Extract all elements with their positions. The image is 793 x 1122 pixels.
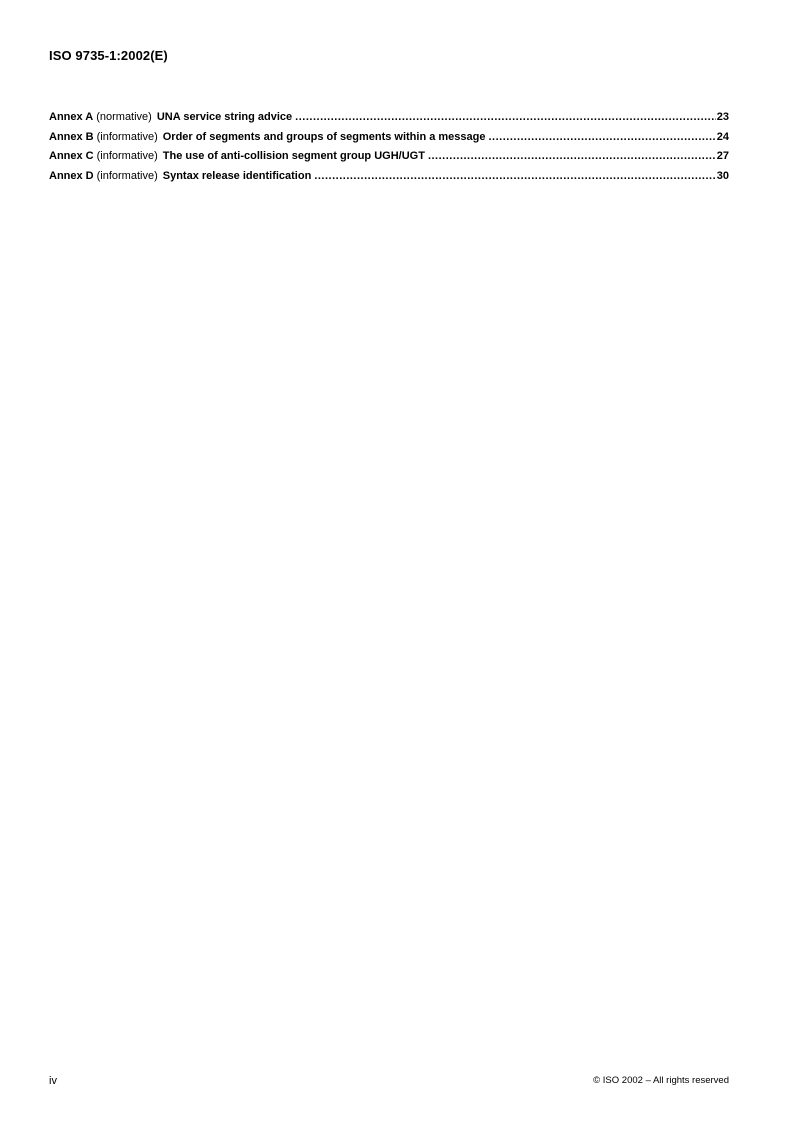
- toc-entry-page: 23: [716, 111, 729, 123]
- toc-entry-type: (informative): [96, 169, 158, 182]
- toc-entry-annex-a[interactable]: [49, 111, 729, 131]
- toc-entry-page: 24: [716, 130, 729, 143]
- toc-entry-page: 30: [716, 169, 729, 182]
- toc-entry-label: Annex D: [49, 169, 94, 182]
- copyright-notice: © ISO 2002 – All rights reserved: [593, 1075, 729, 1086]
- toc-dot-leader: [489, 131, 716, 143]
- toc-entry-type: (normative): [96, 111, 152, 123]
- toc-entry-title: Order of segments and groups of segments within a message: [162, 130, 486, 143]
- toc-dot-leader: [428, 150, 716, 162]
- toc-entry-page: 27: [716, 150, 729, 162]
- toc-entry-label: Annex A: [49, 111, 94, 123]
- toc-entry-annex-b[interactable]: [49, 131, 729, 151]
- toc-entry-annex-d[interactable]: [49, 170, 729, 190]
- toc-entry-title: Syntax release identification: [162, 169, 312, 182]
- toc-entry-title: UNA service string advice: [156, 111, 293, 123]
- document-header: ISO 9735-1:2002(E): [49, 48, 168, 63]
- toc-entry-label: Annex B: [49, 130, 94, 143]
- toc-entry-type: (informative): [96, 150, 158, 162]
- toc-dot-leader: [314, 170, 715, 182]
- table-of-contents: [49, 111, 729, 189]
- toc-dot-leader: [295, 111, 716, 123]
- page-number: iv: [49, 1075, 57, 1087]
- toc-entry-title: The use of anti-collision segment group UGH/UGT: [162, 150, 425, 162]
- toc-entry-label: Annex C: [49, 150, 94, 162]
- toc-entry-annex-c[interactable]: [49, 150, 729, 170]
- toc-entry-type: (informative): [96, 130, 158, 143]
